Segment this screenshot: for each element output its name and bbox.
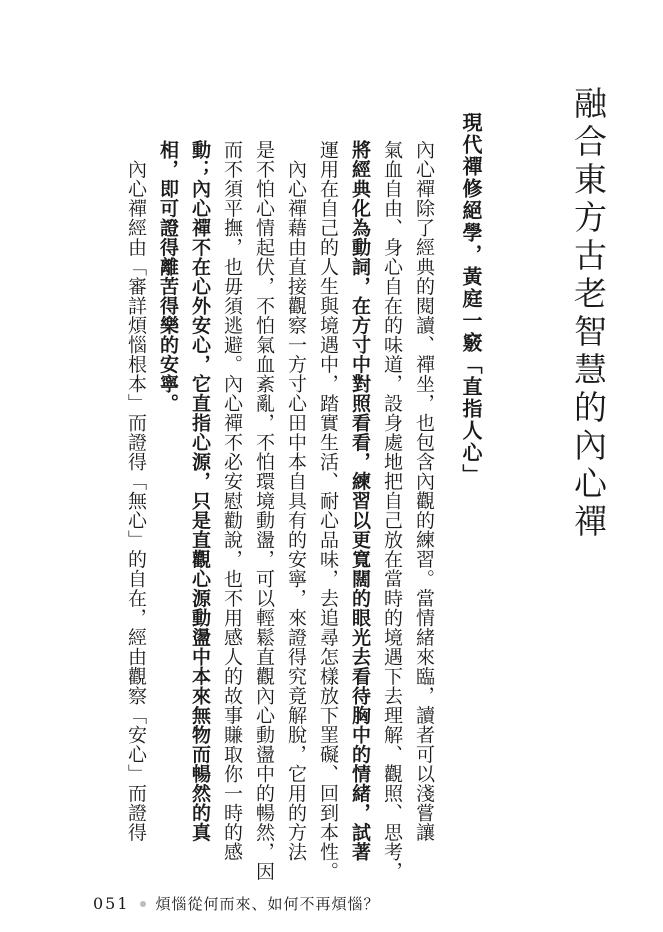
text-column: 動；內心禪不在心外安心，它直指心源，只是直觀心源動盪中本來無物而暢然的真: [189, 140, 211, 842]
chapter-heading: 融合東方古老智慧的內心禪: [569, 86, 608, 542]
text-column: 而不須平撫，也毋須逃避。內心禪不必安慰勸說，也不用感人的故事賺取你一時的感: [221, 140, 243, 862]
bullet-dot-icon: [140, 901, 146, 907]
text-column: 將經典化為動詞，在方寸中對照看看，練習以更寬闊的眼光去看待胸中的情緒，試著: [349, 140, 371, 862]
body-text: [113, 140, 435, 881]
text-column: 內心禪除了經典的閱讀、禪坐，也包含內觀的練習。當情緒來臨，讀者可以淺嘗讓: [413, 140, 435, 842]
section-subtitle: 現代禪修絕學，黃庭一竅「直指人心」: [459, 112, 483, 486]
text-column: 氣血自由、身心自在的味道，設身處地把自己放在當時的境遇下去理解、觀照、思考，: [381, 140, 403, 881]
page-footer: [93, 893, 380, 914]
text-column: 運用在自己的人生與境遇中，踏實生活、耐心品味，去追尋怎樣放下罣礙、回到本性。: [317, 140, 339, 881]
text-column: 內心禪藉由直接觀察一方寸心田中本自具有的安寧，來證得究竟解脫，它用的方法: [285, 140, 307, 862]
text-column: 內心禪經由「審詳煩惱根本」而證得「無心」的自在，經由觀察「安心」而證得: [125, 140, 147, 842]
page-number: 051: [93, 894, 130, 913]
running-chapter-title: 煩惱從何而來、如何不再煩惱？: [155, 895, 380, 913]
text-column: 相，即可證得離苦得樂的安寧。: [157, 140, 179, 413]
text-column: 是不怕心情起伏，不怕氣血紊亂，不怕環境動盪，可以輕鬆直觀內心動盪中的暢然，因: [253, 140, 275, 881]
